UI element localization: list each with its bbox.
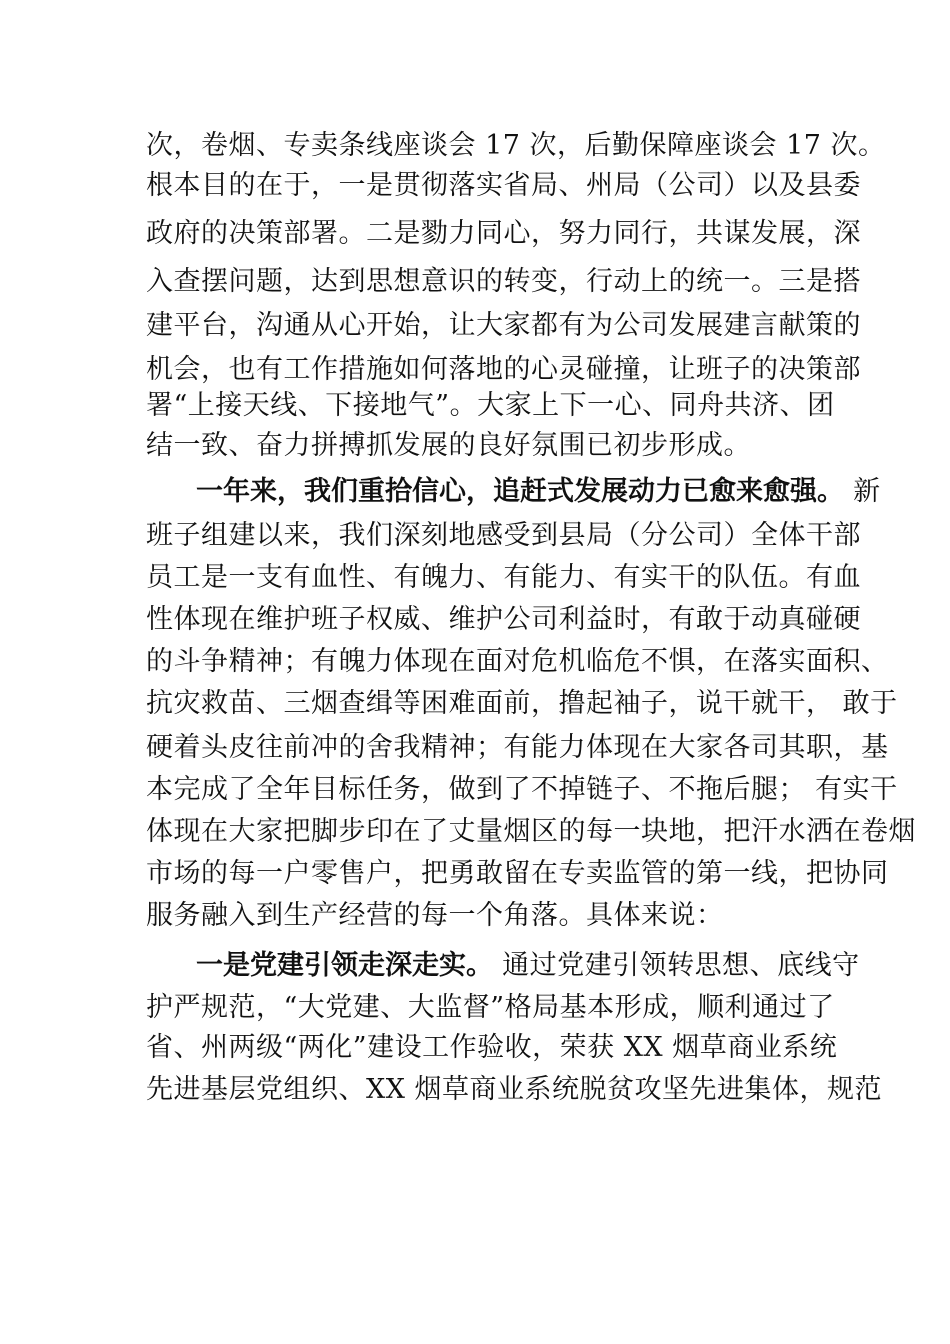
text-line: 结一致、奋力拼搏抓发展的良好氛围已初步形成。 — [146, 430, 751, 461]
text-line: 省、州两级“两化”建设工作验收，荣获 XX 烟草商业系统 — [146, 1032, 838, 1063]
text-line: 根本目的在于，一是贯彻落实省局、州局（公司）以及县委 — [146, 170, 861, 201]
paragraph-first-line — [196, 474, 881, 510]
paragraph-heading: 一年来，我们重拾信心，追赶式发展动力已愈来愈强。 — [196, 476, 844, 507]
text-line: 入查摆问题，达到思想意识的转变，行动上的统一。三是搭 — [146, 266, 861, 297]
text-line: 署“上接天线、下接地气”。大家上下一心、同舟共济、团 — [146, 390, 835, 421]
text-line: 体现在大家把脚步印在了丈量烟区的每一块地，把汗水洒在卷烟 — [146, 816, 916, 847]
text-line: 抗灾救苗、三烟查缉等困难面前，撸起袖子，说干就干， 敢于 — [146, 688, 898, 719]
text-line: 先进基层党组织、XX 烟草商业系统脱贫攻坚先进集体，规范 — [146, 1074, 883, 1105]
text-line: 班子组建以来，我们深刻地感受到县局（分公司）全体干部 — [146, 520, 861, 551]
text-line: 性体现在维护班子权威、维护公司利益时，有敢于动真碰硬 — [146, 604, 861, 635]
text-line: 员工是一支有血性、有魄力、有能力、有实干的队伍。有血 — [146, 562, 861, 593]
text-line: 建平台，沟通从心开始，让大家都有为公司发展建言献策的 — [146, 310, 861, 341]
text-line: 护严规范，“大党建、大监督”格局基本形成，顺利通过了 — [146, 992, 835, 1023]
text-line: 市场的每一户零售户，把勇敢留在专卖监管的第一线，把协同 — [146, 858, 889, 889]
paragraph-first-line — [196, 948, 860, 984]
text-line: 本完成了全年目标任务，做到了不掉链子、不拖后腿； 有实干 — [146, 774, 898, 805]
paragraph-heading: 一是党建引领走深走实。 — [196, 950, 493, 981]
text-line: 机会，也有工作措施如何落地的心灵碰撞，让班子的决策部 — [146, 354, 861, 385]
text-line: 硬着头皮往前冲的舍我精神；有能力体现在大家各司其职，基 — [146, 732, 889, 763]
text-fragment: 新 — [853, 476, 881, 507]
text-fragment: 通过党建引领转思想、底线守 — [502, 950, 860, 981]
text-line: 服务融入到生产经营的每一个角落。具体来说： — [146, 900, 724, 931]
text-line: 的斗争精神；有魄力体现在面对危机临危不惧，在落实面积、 — [146, 646, 889, 677]
text-line: 政府的决策部署。二是勠力同心，努力同行，共谋发展，深 — [146, 218, 861, 249]
text-line: 次，卷烟、专卖条线座谈会 17 次，后勤保障座谈会 17 次。 — [146, 130, 886, 161]
